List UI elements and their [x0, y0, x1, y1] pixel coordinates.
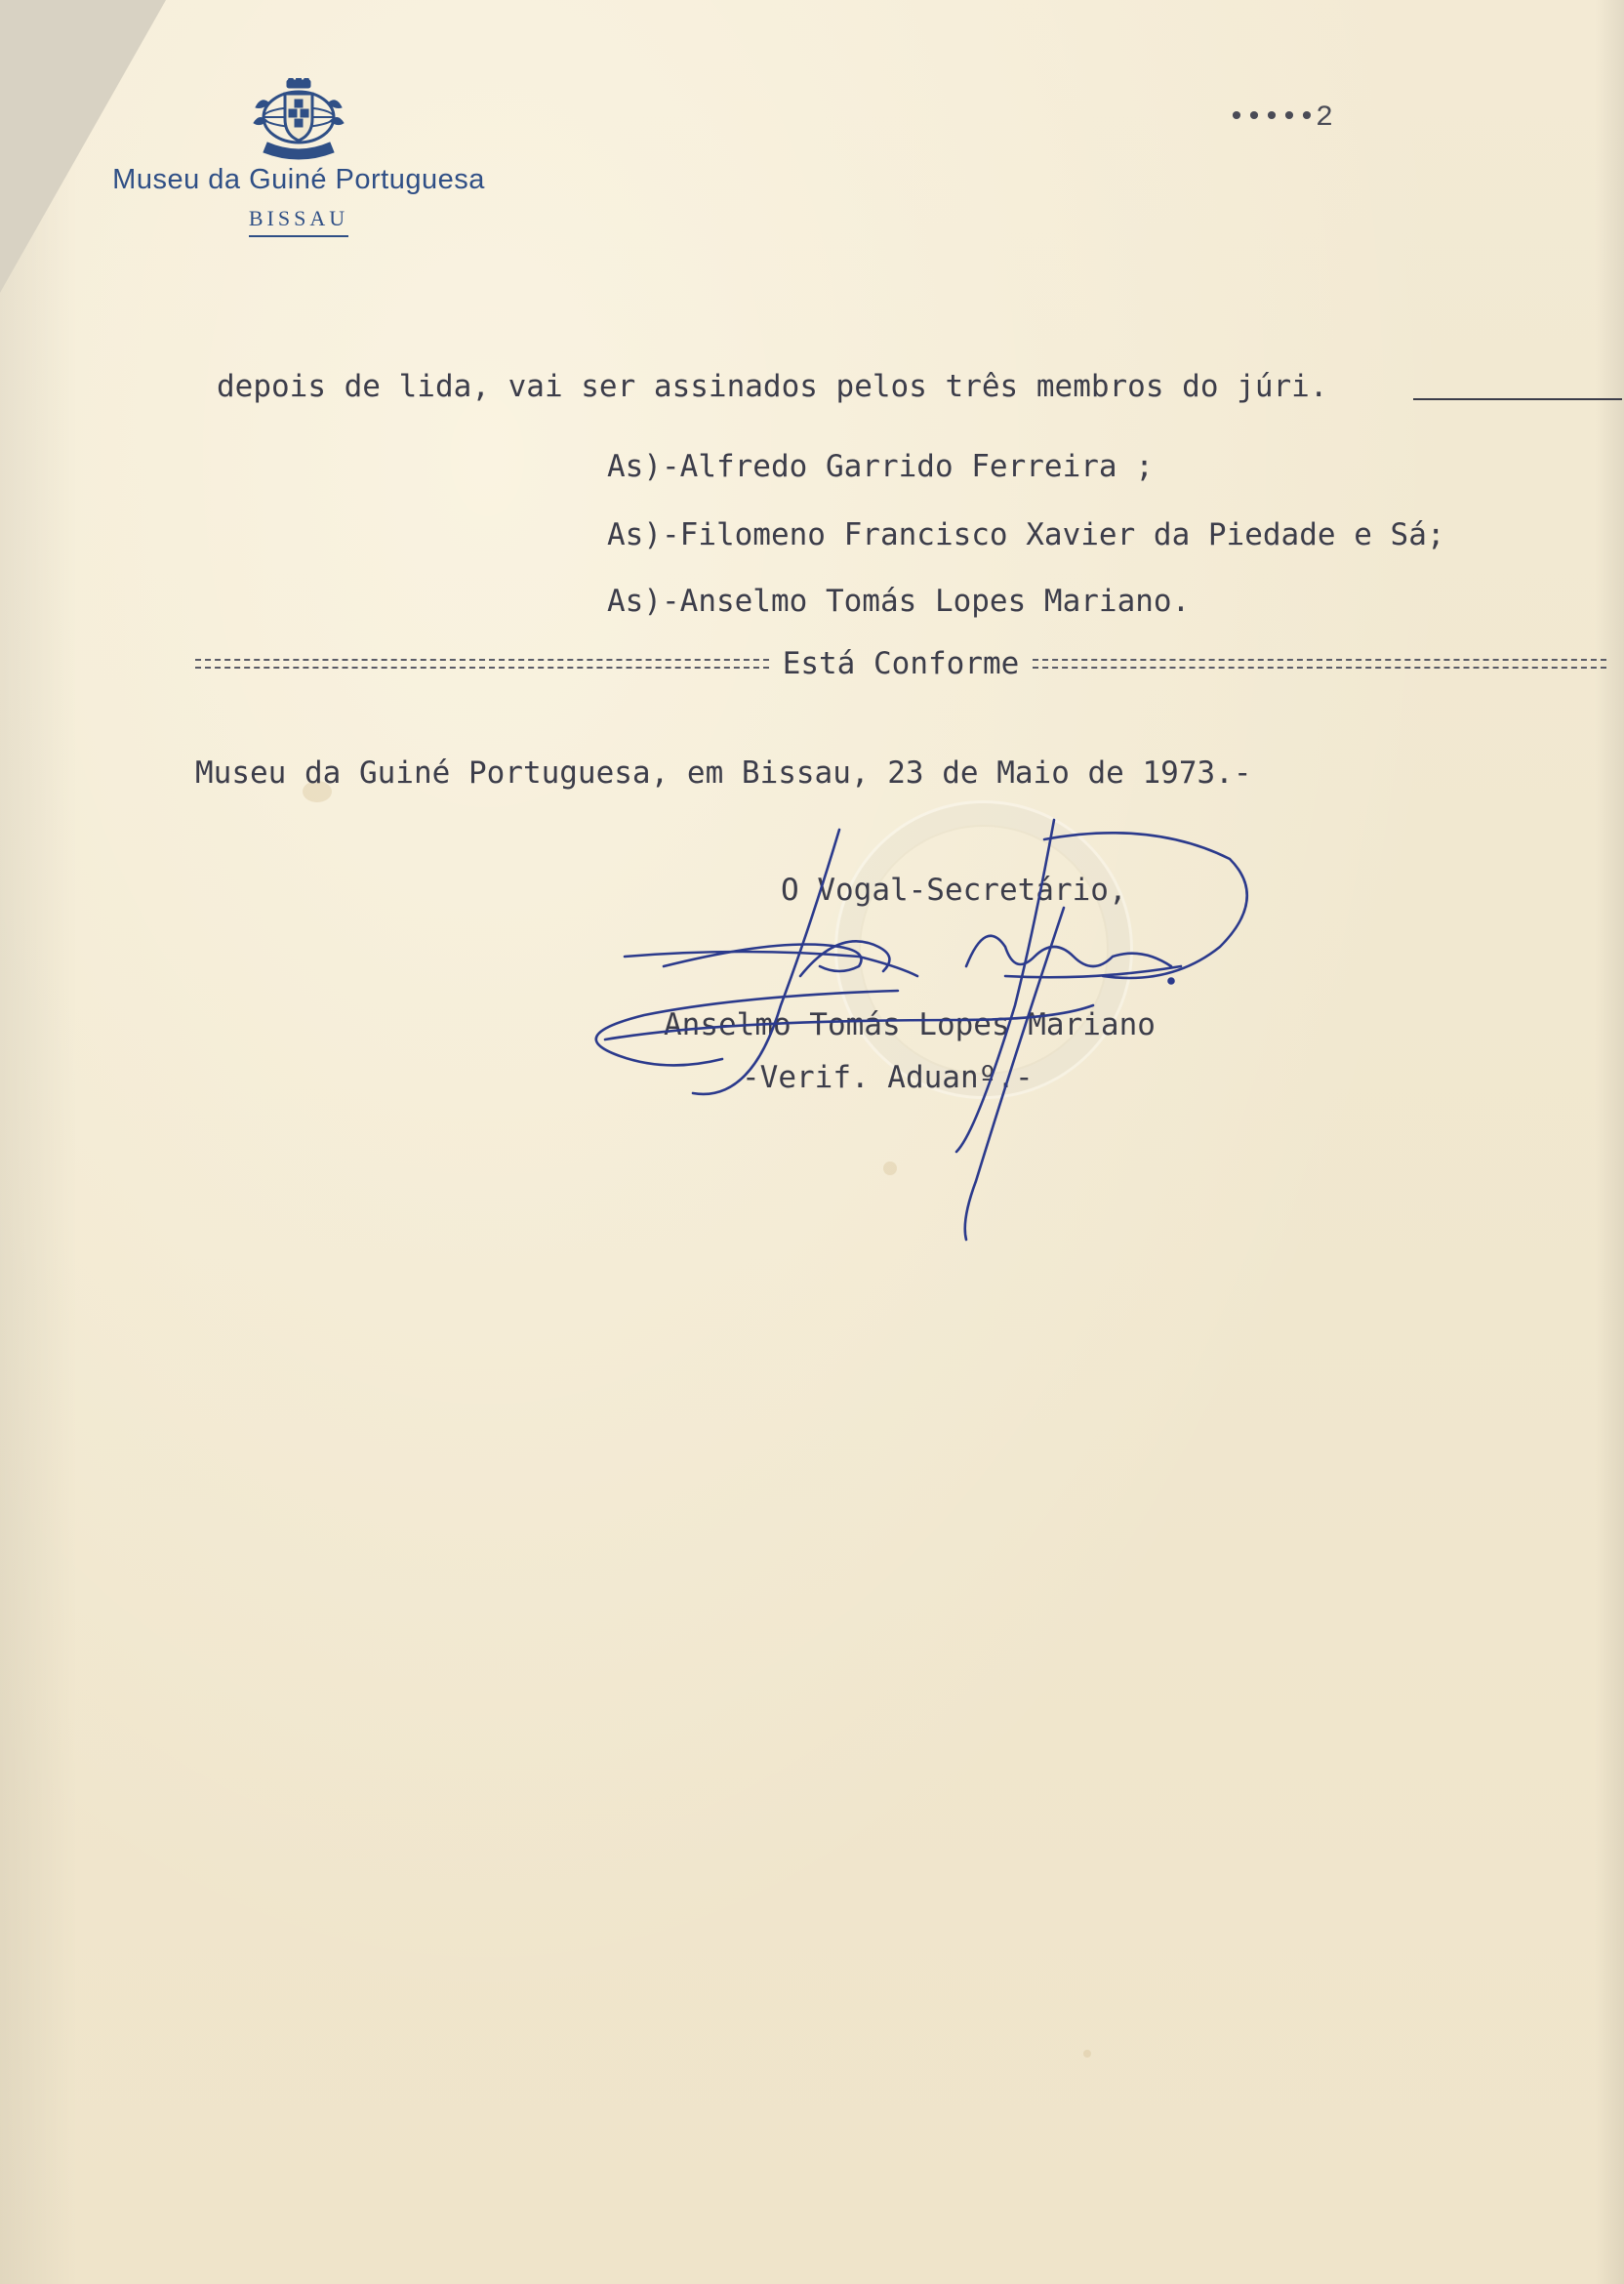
body-line-1: depois de lida, vai ser assinados pelos três membros do júri.	[217, 369, 1328, 404]
signatory-line: As)-Anselmo Tomás Lopes Mariano.	[607, 584, 1191, 619]
signatory-line: As)-Alfredo Garrido Ferreira ;	[607, 449, 1154, 484]
closing-role: O Vogal-Secretário,	[781, 873, 1127, 908]
conforme-divider	[195, 644, 1606, 683]
paper-fold-shadow	[0, 0, 78, 2284]
place-date: Museu da Guiné Portuguesa, em Bissau, 23 de Maio de 1973.-	[195, 755, 1252, 791]
coat-of-arms-icon	[250, 78, 347, 162]
double-rule	[195, 659, 769, 669]
museum-name: Museu da Guiné Portuguesa	[112, 164, 485, 195]
paper-stain	[1083, 2050, 1091, 2058]
signatory-line: As)-Filomeno Francisco Xavier da Piedade e Sá;	[607, 517, 1445, 552]
closing-title: -Verif. Aduanº.-	[742, 1060, 1034, 1095]
handwritten-signature	[547, 810, 1249, 1259]
page-number: •••••2	[1228, 102, 1334, 135]
double-rule	[1033, 659, 1606, 669]
conforme-text: Está Conforme	[782, 646, 1020, 681]
museum-city: BISSAU	[249, 206, 348, 237]
closing-name: Anselmo Tomás Lopes Mariano	[664, 1007, 1156, 1042]
fill-rule	[1413, 398, 1622, 400]
letterhead	[74, 78, 523, 237]
paper-edge-shadow	[1595, 0, 1624, 2284]
